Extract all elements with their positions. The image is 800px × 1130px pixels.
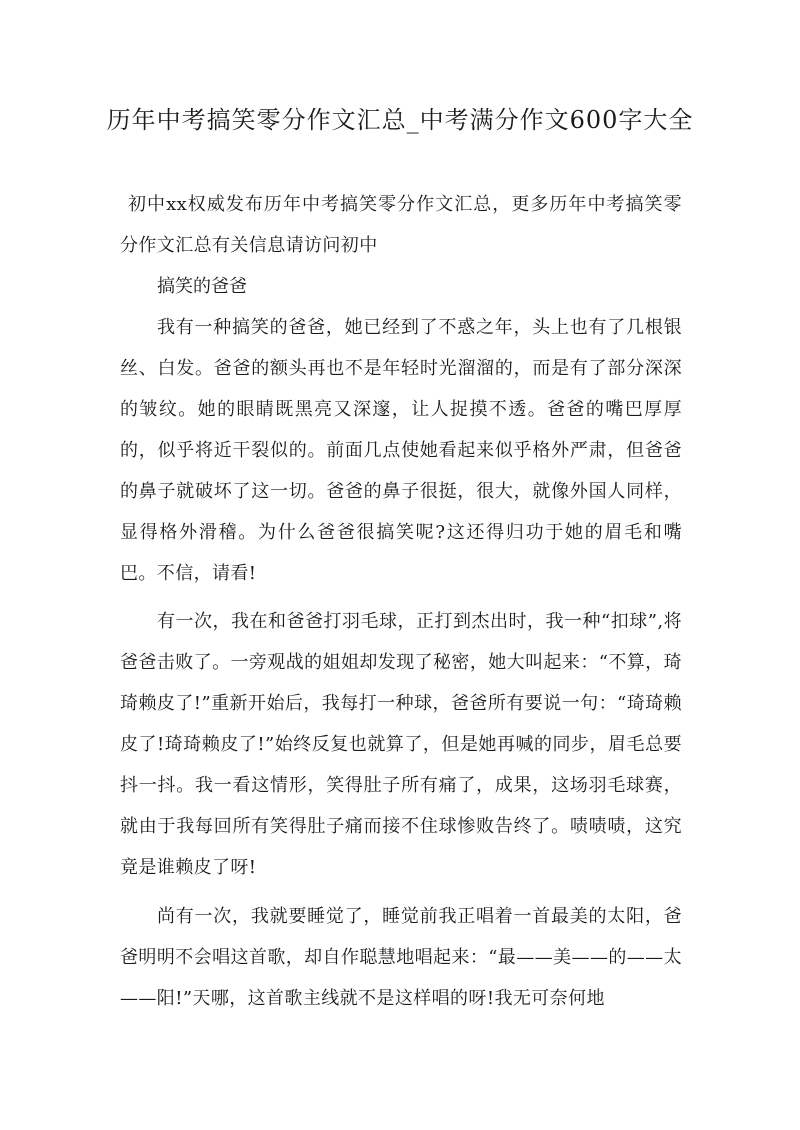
essay-heading: 搞笑的爸爸: [157, 276, 247, 297]
intro-paragraph: 初中xx权威发布历年中考搞笑零分作文汇总，更多历年中考搞笑零分作文汇总有关信息请访问初中: [120, 194, 682, 256]
document-title: 历年中考搞笑零分作文汇总_中考满分作文600字大全: [106, 106, 694, 134]
essay-paragraph-3: 尚有一次，我就要睡觉了，睡觉前我正唱着一首最美的太阳，爸爸明明不会唱这首歌，却自作聪慧地唱起来：“最——美——的——太——阳!”天哪，这首歌主线就不是这样唱的呀!我无可奈何地: [120, 906, 682, 1009]
essay-paragraph-1: 我有一种搞笑的爸爸，她已经到了不惑之年，头上也有了几根银丝、白发。爸爸的额头再也不是年轻时光溜溜的，而是有了部分深深的皱纹。她的眼睛既黑亮又深邃，让人捉摸不透。爸爸的嘴巴厚厚的，似乎将近干裂似的。前面几点使她看起来似乎格外严肃，但爸爸的鼻子就破坏了这一切。爸爸的鼻子很挺，很大，就像外国人同样，显得格外滑稽。为什么爸爸很搞笑呢?这还得归功于她的眉毛和嘴巴。不信，请看!: [120, 317, 682, 584]
essay-paragraph-2: 有一次，我在和爸爸打羽毛球，正打到杰出时，我一种“扣球”,将爸爸击败了。一旁观战的姐姐却发现了秘密，她大叫起来：“不算，琦琦赖皮了!”重新开始后，我每打一种球，爸爸所有要说一句：“琦琦赖皮了!琦琦赖皮了!”始终反复也就算了，但是她再喊的同步，眉毛总要抖一抖。我一看这情形，笑得肚子所有痛了，成果，这场羽毛球赛，就由于我每回所有笑得肚子痛而接不住球惨败告终了。啧啧啧，这究竟是谁赖皮了呀!: [120, 611, 682, 878]
